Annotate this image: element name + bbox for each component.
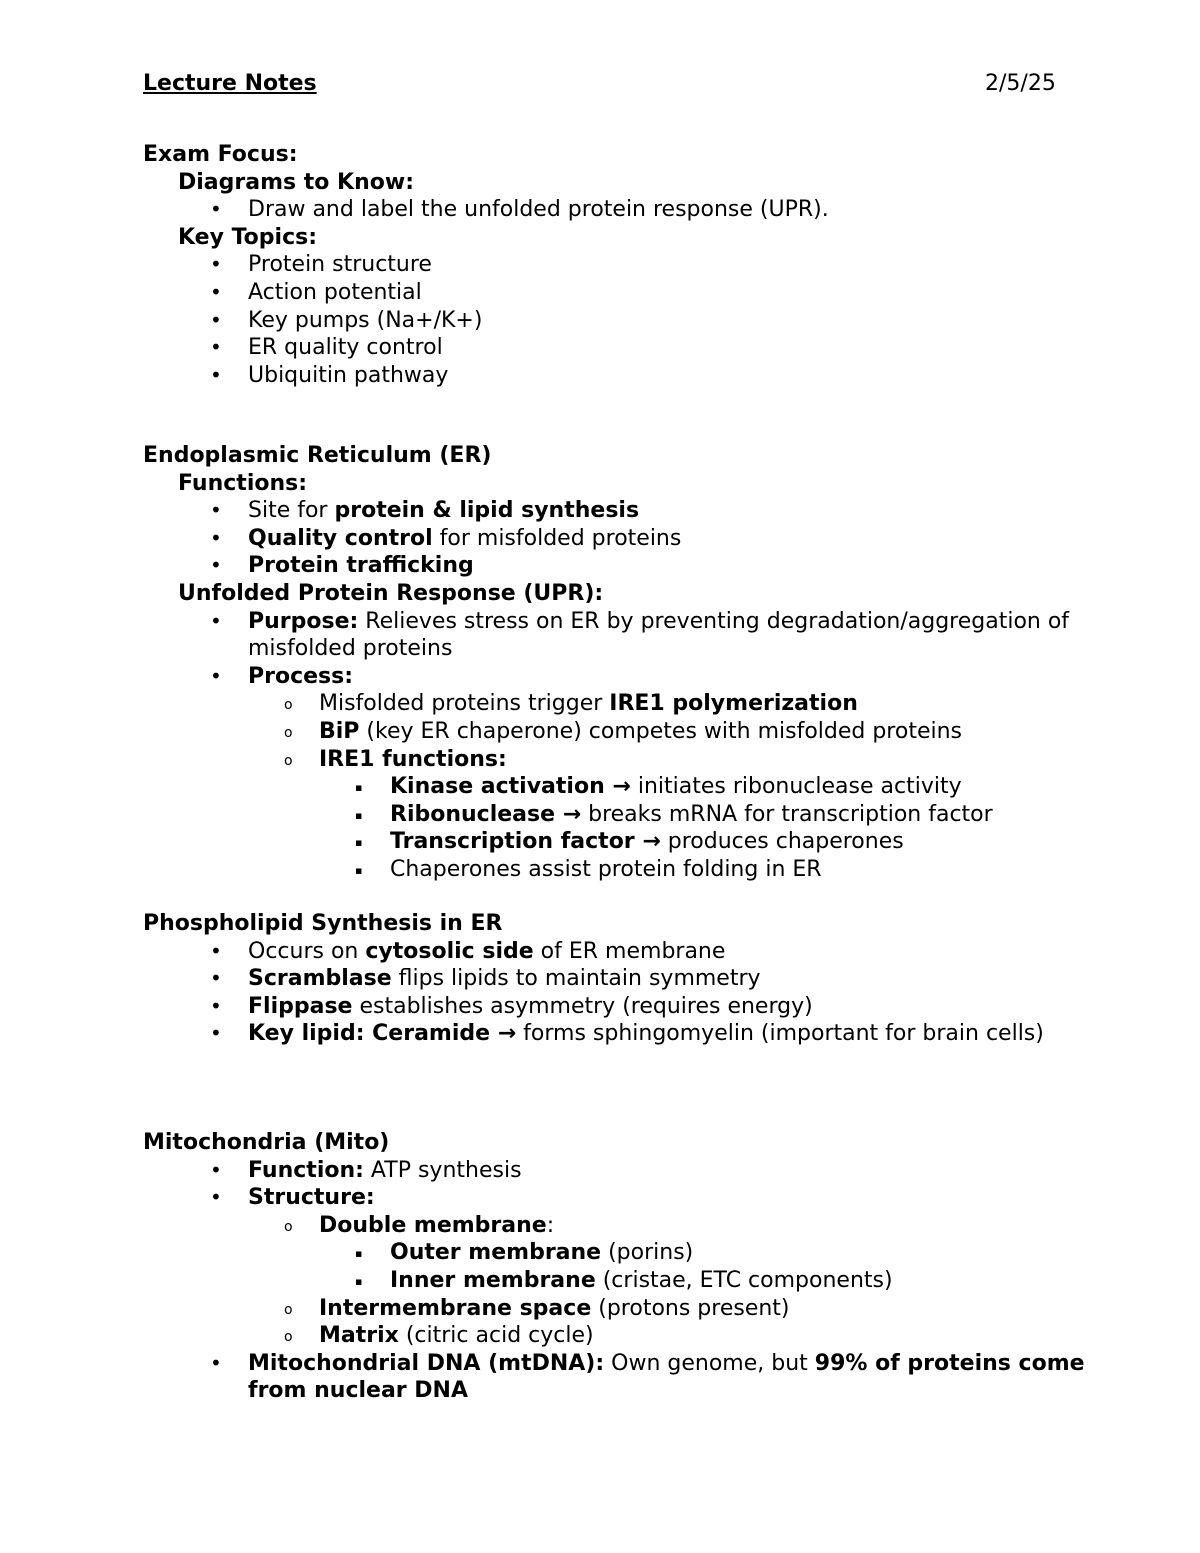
- list-item: • Structure:: [210, 1185, 375, 1211]
- diagrams-list: [143, 196, 1103, 224]
- list-item: ▪ Kinase activation → initiates ribonuclease activity: [143, 773, 1103, 801]
- section-heading-mitochondria: Mitochondria (Mito): [143, 1130, 390, 1155]
- circle-marker: o: [284, 724, 293, 741]
- list-item: • Draw and label the unfolded protein response (UPR).: [210, 197, 829, 223]
- circle-marker: o: [284, 1301, 293, 1318]
- list-item: • Occurs on cytosolic side of ER membrane: [210, 938, 726, 964]
- list-item: • Protein trafficking: [210, 553, 474, 579]
- mitochondria-list: [143, 1157, 1103, 1405]
- bullet-marker: •: [210, 362, 222, 387]
- square-marker: ▪: [355, 1274, 363, 1288]
- circle-marker: o: [284, 697, 293, 714]
- list-item: • Protein structure: [210, 252, 432, 278]
- square-marker: ▪: [355, 1247, 363, 1261]
- upr-list: [143, 608, 1103, 884]
- list-item: • Process:: [210, 663, 354, 689]
- list-item: o Double membrane:: [143, 1212, 1103, 1240]
- er-functions-list: [143, 497, 1103, 580]
- list-item: • Scramblase flips lipids to maintain symmetry: [210, 966, 761, 992]
- bullet-marker: •: [210, 279, 222, 304]
- list-item: • Key pumps (Na+/K+): [210, 307, 483, 333]
- bullet-marker: •: [210, 307, 222, 332]
- bullet-marker: •: [210, 335, 222, 360]
- list-item: • Flippase establishes asymmetry (requires energy): [210, 993, 813, 1019]
- key-topics-list: [143, 251, 1103, 389]
- bullet-marker: •: [210, 993, 222, 1018]
- bullet-marker: •: [210, 1350, 222, 1375]
- bullet-marker: •: [210, 197, 222, 222]
- list-item: ▪ Chaperones assist protein folding in ER: [143, 856, 1103, 884]
- bullet-marker: •: [210, 1157, 222, 1182]
- list-item: • Action potential: [210, 279, 422, 305]
- bullet-marker: •: [210, 663, 222, 688]
- bullet-marker: •: [210, 498, 222, 523]
- list-item: o Intermembrane space (protons present): [143, 1295, 1103, 1323]
- list-item: • Purpose: Relieves stress on ER by preventing degradation/aggregation of misfolded proteins: [210, 608, 1070, 662]
- list-item: • Key lipid: Ceramide → forms sphingomyelin (important for brain cells): [210, 1021, 1044, 1047]
- list-item: ▪ Ribonuclease → breaks mRNA for transcription factor: [143, 801, 1103, 829]
- list-item: • Quality control for misfolded proteins: [210, 525, 682, 551]
- subheading-upr: Unfolded Protein Response (UPR):: [178, 580, 604, 606]
- subheading-diagrams: Diagrams to Know:: [178, 169, 415, 195]
- bullet-marker: •: [210, 553, 222, 578]
- list-item: o IRE1 functions:: [143, 746, 1103, 774]
- bullet-marker: •: [210, 1021, 222, 1046]
- list-item: ▪ Transcription factor → produces chaperones: [143, 828, 1103, 856]
- section-heading-er: Endoplasmic Reticulum (ER): [143, 443, 492, 468]
- square-marker: ▪: [355, 836, 363, 850]
- bullet-marker: •: [210, 525, 222, 550]
- bullet-marker: •: [210, 938, 222, 963]
- phospholipid-section: [143, 910, 1103, 1048]
- bullet-marker: •: [210, 966, 222, 991]
- section-heading-phospholipid: Phospholipid Synthesis in ER: [143, 911, 503, 936]
- list-item: o BiP (key ER chaperone) competes with misfolded proteins: [143, 718, 1103, 746]
- square-marker: ▪: [355, 863, 363, 877]
- subheading-key-topics: Key Topics:: [178, 224, 318, 250]
- bullet-marker: •: [210, 252, 222, 277]
- list-item: • Mitochondrial DNA (mtDNA): Own genome, but 99% of proteins come from nuclear DNA: [210, 1350, 1085, 1404]
- list-item: • ER quality control: [210, 335, 443, 361]
- list-item: • Ubiquitin pathway: [210, 362, 449, 388]
- er-section: [143, 442, 1103, 884]
- square-marker: ▪: [355, 808, 363, 822]
- list-item: o Misfolded proteins trigger IRE1 polymerization: [143, 690, 1103, 718]
- bullet-marker: •: [210, 1185, 222, 1210]
- square-marker: ▪: [355, 781, 363, 795]
- circle-marker: o: [284, 1329, 293, 1346]
- exam-focus-section: [143, 141, 1103, 389]
- list-item: ▪ Inner membrane (cristae, ETC components): [143, 1267, 1103, 1295]
- document-date: 2/5/25: [985, 71, 1056, 96]
- circle-marker: o: [284, 752, 293, 769]
- section-heading-exam-focus: Exam Focus:: [143, 142, 298, 167]
- bullet-marker: •: [210, 608, 222, 633]
- list-item: o Matrix (citric acid cycle): [143, 1322, 1103, 1350]
- list-item: ▪ Outer membrane (porins): [143, 1239, 1103, 1267]
- document-title: Lecture Notes: [143, 71, 317, 96]
- phospholipid-list: [143, 938, 1103, 1048]
- list-item: • Site for protein & lipid synthesis: [210, 498, 640, 524]
- subheading-functions: Functions:: [178, 470, 308, 496]
- mitochondria-section: [143, 1129, 1103, 1405]
- list-item: • Function: ATP synthesis: [210, 1157, 522, 1183]
- circle-marker: o: [284, 1218, 293, 1235]
